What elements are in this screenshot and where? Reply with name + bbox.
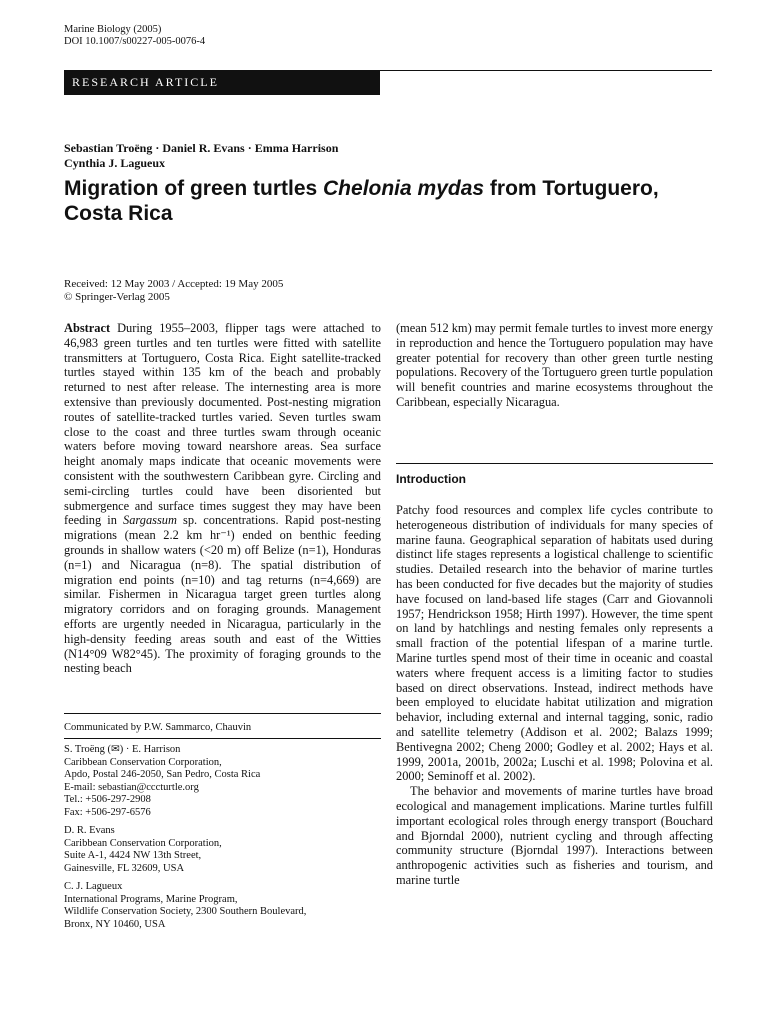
author-line-2: Cynthia J. Lagueux: [64, 156, 166, 170]
affiliation-2-line: D. R. Evans: [64, 825, 115, 836]
affiliation-1-line: S. Troëng (✉) · E. Harrison: [64, 744, 181, 755]
author-list: [64, 141, 704, 171]
copyright: © Springer-Verlag 2005: [64, 291, 170, 303]
title-line-2: Costa Rica: [64, 202, 173, 225]
title-species: Chelonia mydas: [323, 177, 485, 200]
article-dates: [64, 278, 283, 304]
communicated-rule: [64, 738, 381, 739]
affiliation-3: [64, 881, 381, 931]
communicated-by: Communicated by P.W. Sammarco, Chauvin: [64, 722, 252, 733]
received-accepted: Received: 12 May 2003 / Accepted: 19 May 2005: [64, 278, 284, 290]
introduction-body: [396, 503, 713, 888]
author-line-1: Sebastian Troëng · Daniel R. Evans · Emma Harrison: [64, 141, 339, 155]
abstract-label: Abstract: [64, 321, 111, 335]
affiliation-1-fax: Fax: +506-297-6576: [64, 806, 151, 818]
affiliation-2-line: Gainesville, FL 32609, USA: [64, 862, 185, 874]
abstract-sargassum: Sargassum: [123, 513, 177, 528]
affiliation-1-line: Caribbean Conservation Corporation,: [64, 756, 222, 768]
footnote-rule: [64, 713, 381, 714]
affiliation-2-line: Caribbean Conservation Corporation,: [64, 837, 222, 849]
journal-info: [64, 24, 205, 48]
affiliation-1-email: E-mail: sebastian@cccturtle.org: [64, 781, 199, 793]
affiliation-3-line: Bronx, NY 10460, USA: [64, 918, 166, 930]
abstract: [64, 321, 381, 676]
abstract-part-1: During 1955–2003, flipper tags were attached to 46,983 green turtles and ten turtles were fitted with satellite transmitters at Tortuguero, Costa Rica. Eight satellite-tracked turtles stayed within 135 km of the beach and probably returned to nest after release. The internesting area is more extensive than previously documented. Post-nesting migration routes of satellite-tracked turtles varied. Seven turtles swam close to the coast and three turtles swam through oceanic waters before moving toward nearshore areas. Sea surface height anomaly maps indicate that oceanic movements were consistent with the southwestern Caribbean gyre. Circling and semi-circling turtles could have been disoriented but submergence and surface times suggest they may have been feeding in: [64, 321, 381, 528]
introduction-heading: Introduction: [396, 472, 466, 486]
intro-paragraph-2: The behavior and movements of marine turtles have broad ecological and management implications. Marine turtles fulfill important ecological roles through energy transport (Bouchard and Bjorndal 2000), nutrient cycling and through affecting community structure (Bjorndal 1997). Interactions between anthropogenic activities such as fisheries and tourism, and marine turtle: [396, 784, 713, 887]
article-title: [64, 176, 714, 226]
journal-doi: DOI 10.1007/s00227-005-0076-4: [64, 36, 206, 47]
affiliation-2: [64, 825, 381, 875]
affiliation-2-line: Suite A-1, 4424 NW 13th Street,: [64, 850, 202, 862]
affiliation-1: [64, 744, 381, 820]
title-part-a: Migration of green turtles: [64, 177, 324, 200]
header-rule: [380, 70, 712, 71]
intro-paragraph-1: Patchy food resources and complex life cycles contribute to heterogeneous distribution of individuals for many species of marine fauna. Geographical separation of habitats used during distinct life stages represents a logistical challenge to scientific studies. Detailed research into the behavior of marine turtles has been conducted for five decades but the majority of studies have focused on land-based life stages (Carr and Giovannoli 1957; Hendrickson 1958; Hirth 1997). However, the time spent on land by hatchlings and nesting females only represents a small fraction of the potential lifespan of a marine turtle. Marine turtles spend most of their time in oceanic and coastal waters where frequent access is a limiting factor to studies based on direct observations. Instead, indirect methods have been employed to elucidate habitat utilization and migration behavior, including external and internal tagging, sonic, radio and satellite telemetry (Addison et al. 2002; Balazs 1999; Bentivegna 2002; Cheng 2000; Godley et al. 2002; Hays et al. 1999, 2001a, 2001b, 2002a; Luschi et al. 1998; Polovina et al. 2000; Seminoff et al. 2002).: [396, 503, 713, 784]
affiliation-1-phone: Tel.: +506-297-2908: [64, 794, 151, 806]
affiliation-3-line: International Programs, Marine Program,: [64, 893, 238, 905]
affiliation-3-line: Wildlife Conservation Society, 2300 Southern Boulevard,: [64, 906, 307, 918]
affiliation-3-line: C. J. Lagueux: [64, 881, 123, 892]
abstract-continued: (mean 512 km) may permit female turtles to invest more energy in reproduction and hence the Tortuguero population may have greater potential for recovery than other green turtle nesting populations. Recovery of the Tortuguero green turtle population will benefit countries and marine ecosystems throughout the Caribbean, especially Nicaragua.: [396, 321, 714, 409]
abstract-part-2: sp. concentrations. Rapid post-nesting migrations (mean 2.2 km hr⁻¹) ended on benthic feeding grounds in shallow waters (<20 m) off Belize (n=1), Honduras (n=1) and Nicaragua (n=8). The spatial distribution of migration end points (n=10) and tag returns (n=4,669) are similar. Fishermen in Nicaragua target green turtles along migratory corridors and on foraging grounds. Management efforts are urgently needed in Nicaragua, particularly in the high-density feeding areas south and east of the Witties (N14°09 W82°45). The proximity of foraging grounds to the nesting beach: [64, 513, 381, 676]
affiliation-1-line: Apdo, Postal 246-2050, San Pedro, Costa Rica: [64, 769, 261, 781]
section-rule: [396, 463, 713, 464]
journal-name: Marine Biology (2005): [64, 24, 162, 35]
title-part-b: from Tortuguero,: [484, 177, 659, 200]
article-type-banner: RESEARCH ARTICLE: [64, 70, 380, 95]
